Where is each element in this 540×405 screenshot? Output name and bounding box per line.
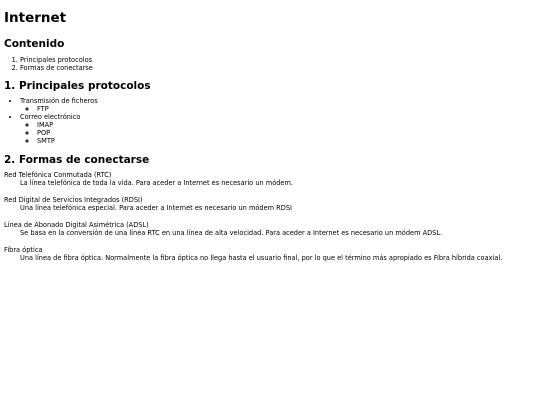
list-item: ◦ POP [37, 130, 537, 138]
toc-item-protocols [20, 57, 537, 65]
list-item-label: Transmisión de ficheros [20, 97, 98, 106]
table-of-contents [4, 57, 537, 73]
list-item: ◦ FTP [37, 106, 537, 114]
connection-description: Se basa en la conversión de una línea RTC en una línea de alta velocidad. Para aceder a Internet es necesario un módem ADSL. [20, 228, 443, 237]
connection-term: Red Digital de Servicios Integrados (RDSI) [4, 196, 143, 205]
toc-item-connect [20, 65, 537, 73]
toc-item-label: Principales protocolos [20, 55, 93, 64]
connection-item [4, 247, 537, 263]
connection-term: Red Telefónica Conmutada (RTC) [4, 171, 112, 180]
sub-list [20, 106, 537, 114]
connection-item [4, 222, 537, 238]
connect-heading: 2. Formas de conectarse [4, 153, 150, 166]
connection-term: Fibra óptica [4, 245, 43, 254]
list-item [20, 98, 537, 114]
toc-item-label: Formas de conectarse [20, 63, 93, 72]
list-item [20, 114, 537, 146]
connection-description: La línea telefónica de toda la vida. Para aceder a Internet es necesario un módem. [20, 179, 293, 188]
connection-term: Línea de Abonado Digital Asimétrica (ADSL) [4, 220, 149, 229]
connection-list [4, 172, 537, 262]
connection-description: Una línea telefónica especial. Para aceder a Internet es necesario un módem RDSI [20, 203, 292, 212]
protocols-list [4, 98, 537, 145]
connection-item [4, 172, 537, 188]
page-title: Internet [4, 10, 67, 26]
contents-heading: Contenido [4, 38, 65, 51]
list-item: ◦ IMAP [37, 122, 537, 130]
connection-description: Una línea de fibra óptica. Normalmente la fibra óptica no llega hasta el usuario final, por lo que el término más apropiado es Fibra híbrida coaxial. [20, 253, 503, 262]
list-item-label: Correo electrónico [20, 113, 81, 121]
protocols-heading: 1. Principales protocolos [4, 79, 151, 92]
sub-list [20, 122, 537, 146]
list-item: ◦ SMTP [37, 138, 537, 146]
connection-item [4, 197, 537, 213]
